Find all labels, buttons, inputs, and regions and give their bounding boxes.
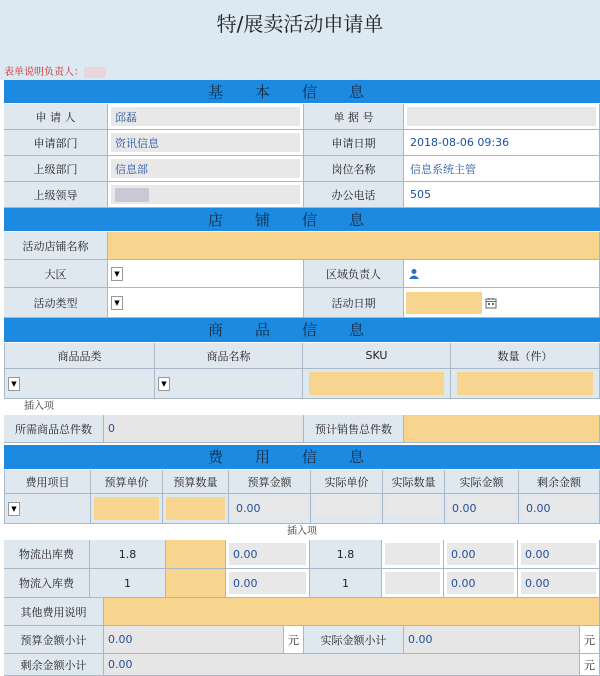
leader-field bbox=[108, 182, 304, 208]
chevron-down-icon[interactable]: ▼ bbox=[111, 267, 123, 281]
goods-total-label: 所需商品总件数 bbox=[4, 415, 104, 443]
fee-row-actual-amount: 0.00 bbox=[447, 543, 514, 565]
doc-no-label: 单 据 号 bbox=[304, 104, 404, 130]
page-title: 特/展卖活动申请单 bbox=[216, 12, 384, 36]
fee-actual-price-cell bbox=[311, 494, 383, 524]
fee-budget-price-input[interactable] bbox=[94, 497, 159, 520]
region-owner-label: 区域负责人 bbox=[304, 260, 404, 288]
goods-sku-cell bbox=[303, 369, 451, 399]
sales-total-label: 预计销售总件数 bbox=[304, 415, 404, 443]
fee-header-actual-qty: 实际数量 bbox=[383, 470, 445, 494]
fee-row-amount-cell bbox=[226, 540, 310, 569]
activity-date-field bbox=[404, 288, 600, 318]
store-info-grid bbox=[4, 232, 600, 318]
fee-remain-cell bbox=[519, 494, 600, 524]
fee-row-remain: 0.00 bbox=[521, 543, 596, 565]
applicant-label: 申 请 人 bbox=[4, 104, 108, 130]
fee-row-actual-price: 1.8 bbox=[310, 540, 382, 569]
goods-header-name: 商品名称 bbox=[155, 343, 303, 369]
chevron-down-icon[interactable]: ▼ bbox=[8, 377, 20, 391]
fee-row-actual-amount-cell bbox=[444, 569, 518, 598]
fee-row-amount-cell bbox=[226, 569, 310, 598]
actual-subtotal-unit: 元 bbox=[580, 626, 600, 654]
fee-other-label: 其他费用说明 bbox=[4, 598, 104, 626]
parent-dept-label: 上级部门 bbox=[4, 156, 108, 182]
fee-row-remain-cell bbox=[518, 569, 600, 598]
budget-subtotal-label: 预算金额小计 bbox=[4, 626, 104, 654]
basic-row-4 bbox=[4, 182, 600, 208]
store-name-input[interactable] bbox=[108, 232, 600, 260]
chevron-down-icon[interactable]: ▼ bbox=[158, 377, 170, 391]
leader-avatar bbox=[115, 188, 149, 202]
fee-other-row bbox=[4, 598, 600, 626]
store-row-1 bbox=[4, 232, 600, 260]
section-fee-header: 费用信息 bbox=[4, 445, 600, 470]
form-owner bbox=[4, 63, 106, 78]
date-label: 申请日期 bbox=[304, 130, 404, 156]
fee-actual-qty bbox=[386, 494, 441, 516]
form-owner-avatar bbox=[84, 67, 106, 78]
fee-budget-qty-input[interactable] bbox=[166, 497, 225, 520]
goods-grid bbox=[4, 343, 600, 445]
activity-date-input[interactable] bbox=[406, 292, 482, 314]
goods-header-row bbox=[4, 343, 600, 369]
section-goods-header: 商品信息 bbox=[4, 318, 600, 343]
fee-input-row bbox=[4, 494, 600, 524]
fee-row-outbound bbox=[4, 540, 600, 569]
region-select[interactable] bbox=[108, 260, 304, 288]
fee-other-input[interactable] bbox=[104, 598, 600, 626]
fee-actual-price bbox=[314, 494, 379, 516]
fee-subtotal-row bbox=[4, 626, 600, 654]
store-row-2 bbox=[4, 260, 600, 288]
goods-total-value: 0 bbox=[104, 415, 304, 443]
fee-budget-amount: 0.00 bbox=[232, 497, 307, 520]
fee-row-amount: 0.00 bbox=[229, 543, 306, 565]
fee-row-remain-cell bbox=[518, 540, 600, 569]
chevron-down-icon[interactable]: ▼ bbox=[8, 502, 20, 516]
fee-actual-qty-cell bbox=[383, 494, 445, 524]
fee-row-actual-qty-cell bbox=[382, 540, 444, 569]
chevron-down-icon[interactable]: ▼ bbox=[111, 296, 123, 310]
fee-row-actual-amount-cell bbox=[444, 540, 518, 569]
section-store-header: 店铺信息 bbox=[4, 208, 600, 232]
goods-qty-cell bbox=[451, 369, 600, 399]
region-owner-picker[interactable] bbox=[404, 260, 600, 288]
activity-date-label: 活动日期 bbox=[304, 288, 404, 318]
goods-qty-input[interactable] bbox=[457, 372, 593, 395]
position-value: 信息系统主管 bbox=[404, 156, 600, 182]
fee-budget-amount-cell bbox=[229, 494, 311, 524]
position-label: 岗位名称 bbox=[304, 156, 404, 182]
doc-no-value bbox=[407, 107, 596, 126]
fee-item-select[interactable] bbox=[5, 494, 91, 524]
dept-label: 申请部门 bbox=[4, 130, 108, 156]
fee-insert-link[interactable]: 插入项 bbox=[287, 526, 317, 537]
title-area bbox=[0, 0, 600, 80]
fee-row-name: 物流入库费 bbox=[4, 569, 90, 598]
phone-label: 办公电话 bbox=[304, 182, 404, 208]
activity-type-label: 活动类型 bbox=[4, 288, 108, 318]
fee-row-actual-qty-cell bbox=[382, 569, 444, 598]
remain-subtotal-label: 剩余金额小计 bbox=[4, 654, 104, 676]
dept-field bbox=[108, 130, 304, 156]
doc-no-field bbox=[404, 104, 600, 130]
goods-header-category: 商品品类 bbox=[5, 343, 155, 369]
fee-budget-qty-cell bbox=[163, 494, 229, 524]
form-owner-label: 表单说明负责人： bbox=[4, 67, 84, 78]
parent-dept-value: 信息部 bbox=[111, 159, 300, 178]
fee-header-row bbox=[4, 470, 600, 494]
fee-header-item: 费用项目 bbox=[5, 470, 91, 494]
phone-value: 505 bbox=[404, 182, 600, 208]
applicant-value: 邱磊 bbox=[111, 107, 300, 126]
fee-row-actual-qty bbox=[385, 543, 440, 565]
store-name-label: 活动店铺名称 bbox=[4, 232, 108, 260]
section-basic-header: 基本信息 bbox=[4, 80, 600, 104]
goods-insert-row bbox=[4, 399, 600, 415]
fee-remain-row bbox=[4, 654, 600, 676]
fee-insert-row bbox=[4, 524, 600, 540]
fee-remain: 0.00 bbox=[522, 497, 596, 520]
basic-row-2 bbox=[4, 130, 600, 156]
user-picker-icon[interactable] bbox=[408, 268, 420, 280]
goods-insert-link[interactable]: 插入项 bbox=[24, 401, 54, 412]
fee-header-actual-amount: 实际金额 bbox=[445, 470, 519, 494]
fee-row-inbound bbox=[4, 569, 600, 598]
actual-subtotal-value: 0.00 bbox=[404, 626, 580, 654]
fee-row-price: 1.8 bbox=[90, 540, 166, 569]
fee-header-actual-price: 实际单价 bbox=[311, 470, 383, 494]
fee-header-remain: 剩余金额 bbox=[519, 470, 600, 494]
basic-row-3 bbox=[4, 156, 600, 182]
actual-subtotal-label: 实际金额小计 bbox=[304, 626, 404, 654]
fee-row-qty-input[interactable] bbox=[166, 540, 226, 569]
applicant-field bbox=[108, 104, 304, 130]
fee-actual-amount-cell bbox=[445, 494, 519, 524]
fee-row-actual-qty bbox=[385, 572, 440, 594]
goods-sku-input[interactable] bbox=[309, 372, 444, 395]
date-value: 2018-08-06 09:36 bbox=[404, 130, 600, 156]
fee-actual-amount: 0.00 bbox=[448, 497, 515, 520]
calendar-icon[interactable] bbox=[485, 297, 497, 309]
goods-category-select[interactable] bbox=[5, 369, 155, 399]
fee-grid bbox=[4, 470, 600, 676]
basic-info-grid bbox=[4, 104, 600, 208]
fee-row-actual-price: 1 bbox=[310, 569, 382, 598]
parent-dept-field bbox=[108, 156, 304, 182]
region-label: 大区 bbox=[4, 260, 108, 288]
goods-name-select[interactable] bbox=[155, 369, 303, 399]
fee-header-budget-price: 预算单价 bbox=[91, 470, 163, 494]
fee-row-remain: 0.00 bbox=[521, 572, 596, 594]
store-row-3 bbox=[4, 288, 600, 318]
goods-header-sku: SKU bbox=[303, 343, 451, 369]
fee-row-actual-amount: 0.00 bbox=[447, 572, 514, 594]
fee-row-price: 1 bbox=[90, 569, 166, 598]
goods-row bbox=[4, 369, 600, 399]
goods-header-qty: 数量（件） bbox=[451, 343, 600, 369]
remain-subtotal-value: 0.00 bbox=[104, 654, 580, 676]
dept-value: 资讯信息 bbox=[111, 133, 300, 152]
fee-row-name: 物流出库费 bbox=[4, 540, 90, 569]
leader-value bbox=[111, 185, 300, 204]
fee-header-budget-amount: 预算金额 bbox=[229, 470, 311, 494]
basic-row-1 bbox=[4, 104, 600, 130]
activity-type-select[interactable] bbox=[108, 288, 304, 318]
budget-subtotal-unit: 元 bbox=[284, 626, 304, 654]
fee-budget-price-cell bbox=[91, 494, 163, 524]
leader-label: 上级领导 bbox=[4, 182, 108, 208]
remain-subtotal-unit: 元 bbox=[580, 654, 600, 676]
fee-row-amount: 0.00 bbox=[229, 572, 306, 594]
fee-header-budget-qty: 预算数量 bbox=[163, 470, 229, 494]
budget-subtotal-value: 0.00 bbox=[104, 626, 284, 654]
goods-total-row bbox=[4, 415, 600, 443]
sales-total-input[interactable] bbox=[404, 415, 600, 443]
fee-row-qty-input[interactable] bbox=[166, 569, 226, 598]
